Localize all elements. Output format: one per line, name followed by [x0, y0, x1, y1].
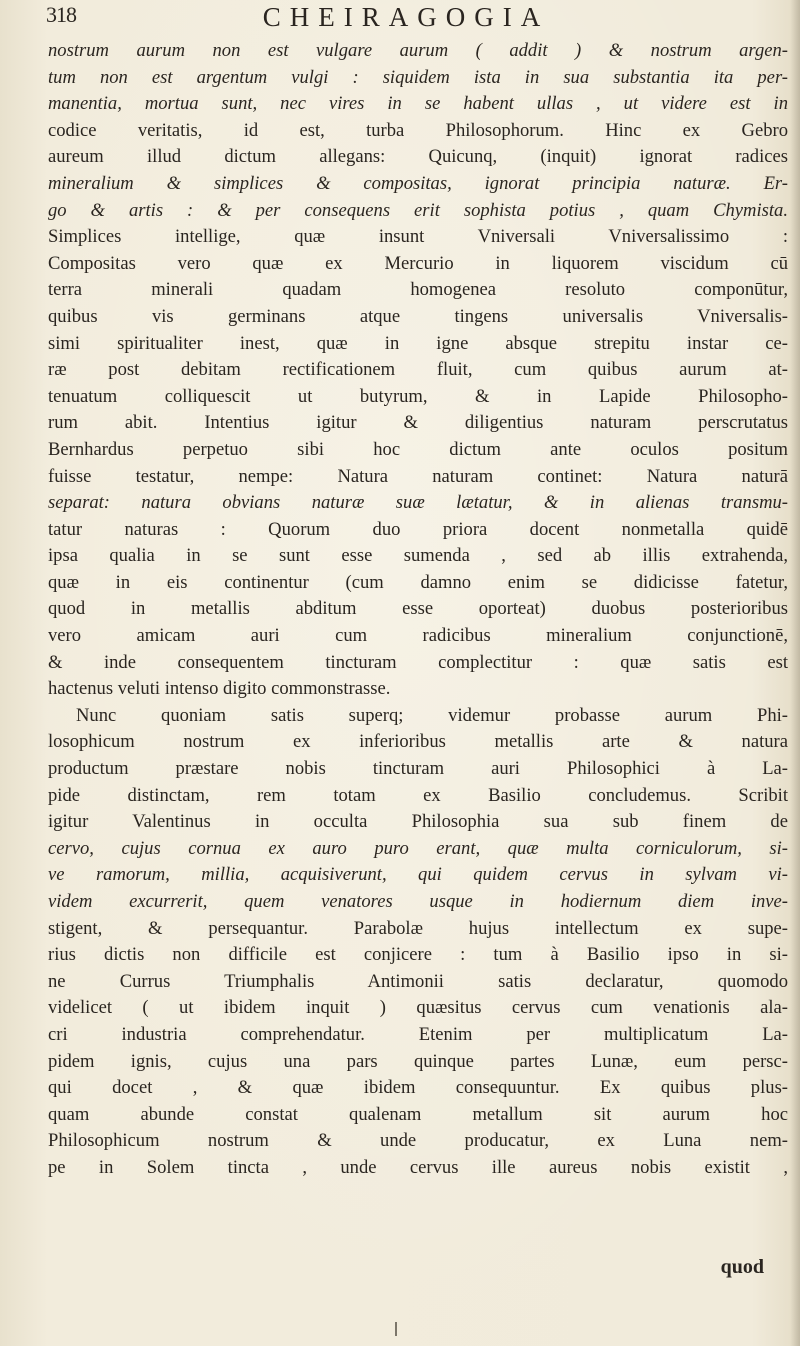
text-line: Compositas vero quæ ex Mercurio in liquorem viscidum cū	[48, 252, 788, 274]
text-line: tatur naturas : Quorum duo priora docent nonmetalla quidē	[48, 518, 788, 540]
text-line: cervo, cujus cornua ex auro puro erant, quæ multa corniculorum, si-	[48, 837, 788, 859]
text-line: hactenus veluti intenso digito commonstrasse.	[48, 678, 391, 700]
text-line: quam abunde constat qualenam metallum sit aurum hoc	[48, 1103, 788, 1125]
text-line: qui docet , & quæ ibidem consequuntur. Ex quibus plus-	[48, 1077, 788, 1099]
text-line: videlicet ( ut ibidem inquit ) quæsitus cervus cum venationis ala-	[48, 997, 788, 1019]
text-line: simi spiritualiter inest, quæ in igne absque strepitu instar ce-	[48, 332, 788, 354]
text-line: Nunc quoniam satis superq; videmur probasse aurum Phi-	[76, 704, 788, 726]
body-text	[48, 38, 788, 1182]
text-line: quod in metallis abditum esse oporteat) duobus posterioribus	[48, 598, 788, 620]
ink-mark	[395, 1322, 397, 1336]
text-line: ipsa qualia in se sunt esse sumenda , sed ab illis extrahenda,	[48, 545, 788, 567]
text-line: cri industria comprehendatur. Etenim per multiplicatum La-	[48, 1023, 788, 1045]
text-line: separat: natura obvians naturæ suæ lætatur, & in alienas transmu-	[48, 492, 788, 514]
text-line: Simplices intellige, quæ insunt Vniversali Vniversalissimo :	[48, 226, 788, 248]
text-line: tenuatum colliquescit ut butyrum, & in Lapide Philosopho-	[48, 385, 788, 407]
page-edge-shadow	[790, 0, 800, 1346]
text-line: pidem ignis, cujus una pars quinque partes Lunæ, eum persc-	[48, 1050, 788, 1072]
text-line: mineralium & simplices & compositas, ignorat principia naturæ. Er-	[48, 172, 788, 194]
page-header	[46, 2, 766, 36]
text-line: rius dictis non difficile est conjicere : tum à Basilio ipso in si-	[48, 944, 788, 966]
text-line: ne Currus Triumphalis Antimonii satis declaratur, quomodo	[48, 970, 788, 992]
text-line: aureum illud dictum allegans: Quicunq, (inquit) ignorat radices	[48, 146, 788, 168]
catchword: quod	[720, 1256, 764, 1278]
text-line: nostrum aurum non est vulgare aurum ( addit ) & nostrum argen-	[48, 40, 788, 61]
text-line: stigent, & persequantur. Parabolæ hujus intellectum ex supe-	[48, 917, 788, 939]
text-line: terra minerali quadam homogenea resoluto componūtur,	[48, 279, 788, 301]
running-title: CHEIRAGOGIA	[262, 2, 550, 32]
text-line: vero amicam auri cum radicibus mineralium conjunctionē,	[48, 625, 788, 647]
page-number: 318	[46, 2, 76, 27]
text-line: Bernhardus perpetuo sibi hoc dictum ante oculos positum	[48, 438, 788, 460]
text-line: pide distinctam, rem totam ex Basilio concludemus. Scribit	[48, 784, 788, 806]
text-line: quibus vis germinans atque tingens universalis Vniversalis-	[48, 305, 788, 327]
text-line: pe in Solem tincta , unde cervus ille aureus nobis existit ,	[48, 1156, 788, 1178]
text-line: & inde consequentem tincturam complectitur : quæ satis est	[48, 651, 788, 673]
text-line: codice veritatis, id est, turba Philosophorum. Hinc ex Gebro	[48, 119, 788, 141]
text-line: igitur Valentinus in occulta Philosophia sua sub finem de	[48, 811, 788, 833]
text-line: productum præstare nobis tincturam auri Philosophici à La-	[48, 758, 788, 780]
text-line: ve ramorum, millia, acquisiverunt, qui quidem cervus in sylvam vi-	[48, 864, 788, 886]
text-line: ræ post debitam rectificationem fluit, cum quibus aurum at-	[48, 359, 788, 381]
text-line: tum non est argentum vulgi : siquidem ista in sua substantia ita per-	[48, 66, 788, 88]
text-line: losophicum nostrum ex inferioribus metallis arte & natura	[48, 731, 788, 753]
text-line: videm excurrerit, quem venatores usque in hodiernum diem inve-	[48, 891, 788, 912]
text-line: go & artis : & per consequens erit sophista potius , quam Chymista.	[48, 199, 788, 221]
text-line: rum abit. Intentius igitur & diligentius naturam perscrutatus	[48, 412, 788, 434]
text-line: Philosophicum nostrum & unde producatur, ex Luna nem-	[48, 1130, 788, 1152]
text-line: fuisse testatur, nempe: Natura naturam continet: Natura naturā	[48, 465, 788, 487]
text-line: manentia, mortua sunt, nec vires in se habent ullas , ut videre est in	[48, 93, 788, 115]
text-line: quæ in eis continentur (cum damno enim se didicisse fatetur,	[48, 571, 788, 593]
